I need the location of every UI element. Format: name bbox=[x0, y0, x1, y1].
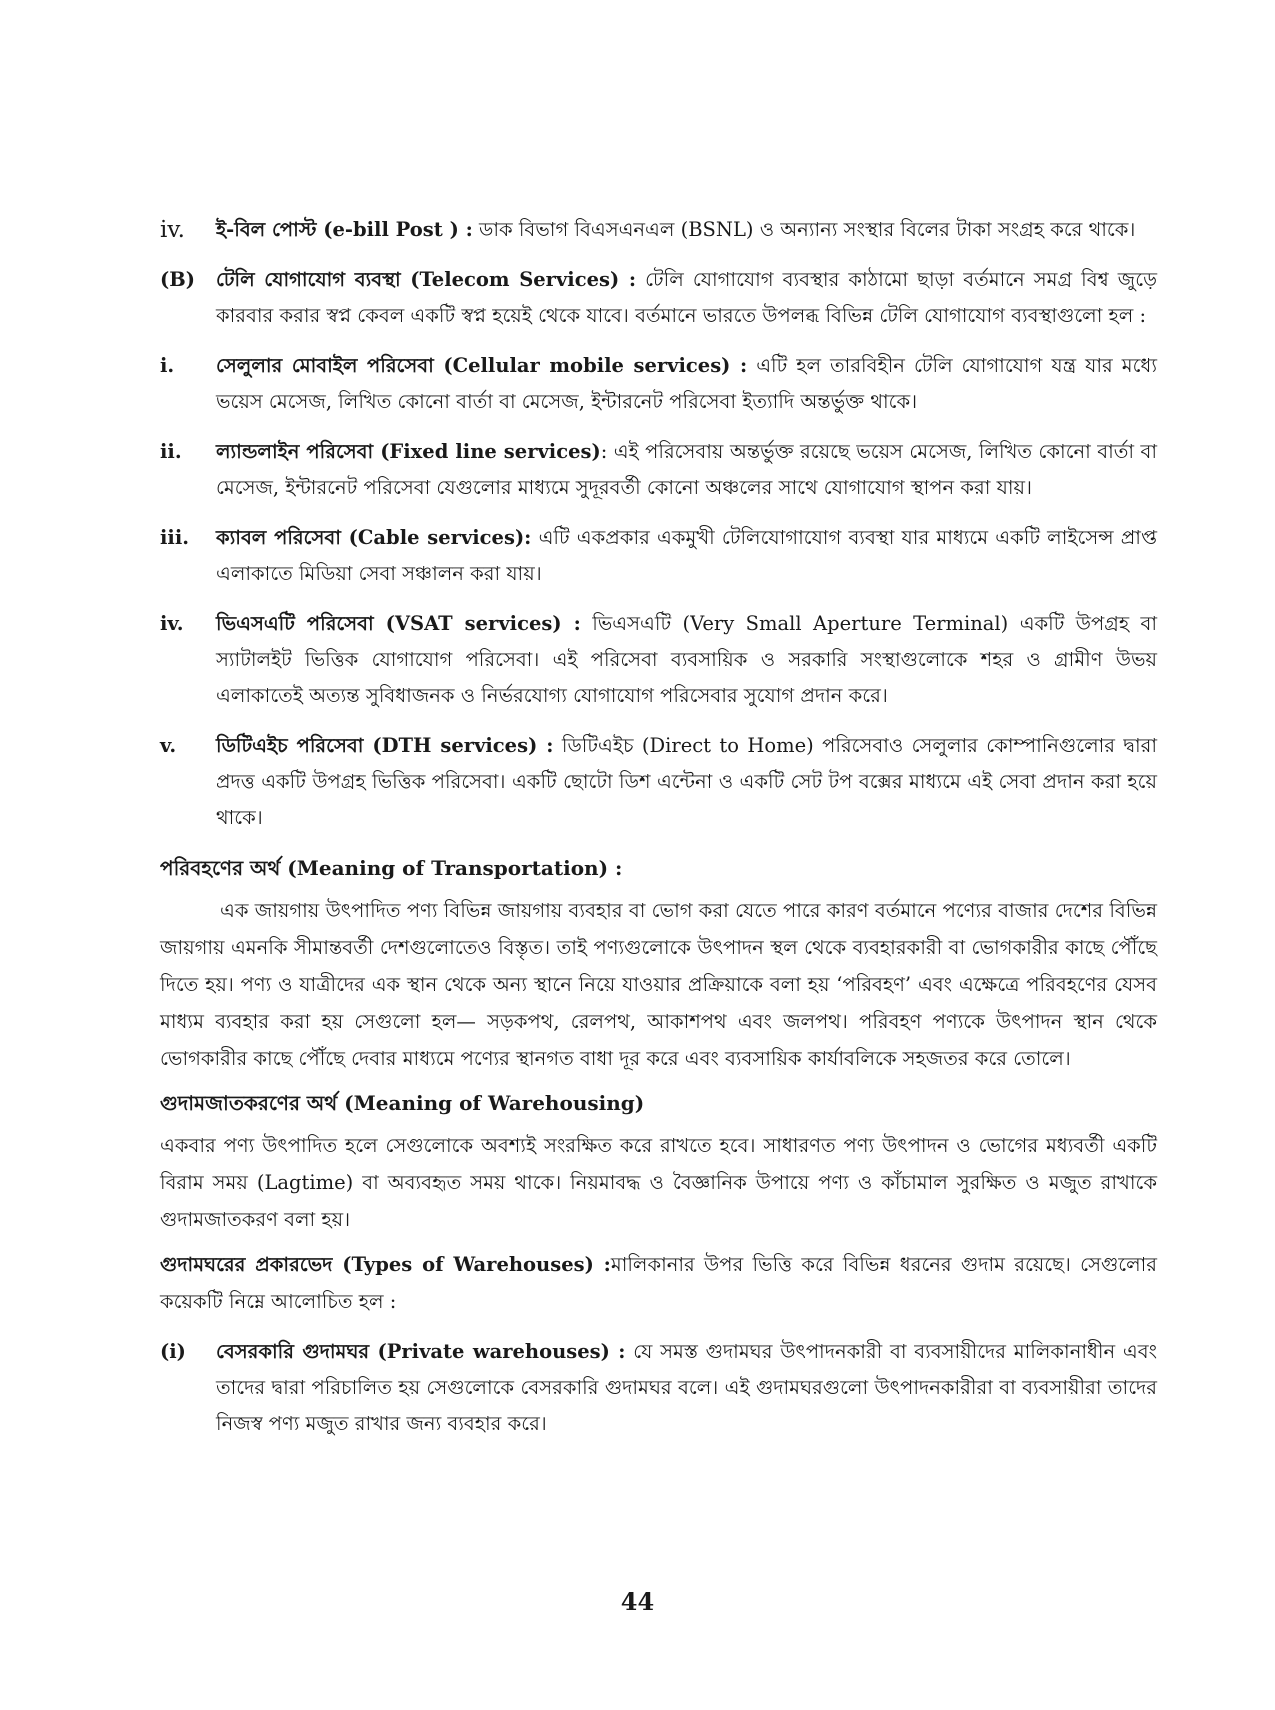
item-title: ভিএসএটি পরিসেবা (VSAT services) : bbox=[216, 612, 581, 635]
paragraph-warehouse-types bbox=[160, 1246, 1157, 1320]
item-title: টেলি যোগাযোগ ব্যবস্থা (Telecom Services) : bbox=[216, 268, 637, 291]
list-item-cellular bbox=[160, 348, 1157, 420]
paragraph-transportation: এক জায়গায় উৎপাদিত পণ্য বিভিন্ন জায়গায় ব্যবহার বা ভোগ করা যেতে পারে কারণ বর্তমানে পণ্যের বাজার দেশের বিভিন্ন জায়গায় এমনকি সীমান্তবর্তী দেশগুলোতেও বিস্তৃত। তাই পণ্যগুলোকে উৎপাদন স্থল থেকে ব্যবহারকারী বা ভোগকারীর কাছে পৌঁছে দিতে হয়। পণ্য ও যাত্রীদের এক স্থান থেকে অন্য স্থানে নিয়ে যাওয়ার প্রক্রিয়াকে বলা হয় ‘পরিবহণ’ এবং এক্ষেত্রে পরিবহণের যেসব মাধ্যম ব্যবহার করা হয় সেগুলো হল— সড়কপথ, রেলপথ, আকাশপথ এবং জলপথ। পরিবহণ পণ্যকে উৎপাদন স্থান থেকে ভোগকারীর কাছে পৌঁছে দেবার মাধ্যমে পণ্যের স্থানগত বাধা দূর করে এবং ব্যবসায়িক কার্যাবলিকে সহজতর করে তোলে। bbox=[160, 899, 1157, 1070]
list-item-fixed-line bbox=[160, 434, 1157, 506]
item-number: ii. bbox=[160, 440, 182, 463]
item-title: ল্যান্ডলাইন পরিসেবা (Fixed line services) bbox=[216, 440, 601, 463]
list-item-vsat bbox=[160, 606, 1157, 714]
list-item-ebill-post bbox=[160, 212, 1157, 248]
paragraph-warehousing: একবার পণ্য উৎপাদিত হলে সেগুলোকে অবশ্যই সংরক্ষিত করে রাখতে হবে। সাধারণত পণ্য উৎপাদন ও ভোগের মধ্যবর্তী একটি বিরাম সময় (Lagtime) বা অব্যবহৃত সময় থাকে। নিয়মাবদ্ধ ও বৈজ্ঞানিক উপায়ে পণ্য ও কাঁচামাল সুরক্ষিত ও মজুত রাখাকে গুদামজাতকরণ বলা হয়। bbox=[160, 1134, 1157, 1231]
heading-transportation: পরিবহণের অর্থ (Meaning of Transportation) : bbox=[160, 856, 623, 880]
item-number: iv. bbox=[160, 612, 184, 635]
list-item-dth bbox=[160, 728, 1157, 836]
types-title: গুদামঘরের প্রকারভেদ (Types of Warehouses) : bbox=[160, 1253, 611, 1276]
list-item-private-warehouses bbox=[160, 1334, 1157, 1442]
item-title: ক্যাবল পরিসেবা (Cable services): bbox=[216, 526, 532, 549]
item-number: (i) bbox=[160, 1340, 186, 1363]
item-text: ডিটিএইচ (Direct to Home) পরিসেবাও সেলুলার কোম্পানিগুলোর দ্বারা প্রদত্ত একটি উপগ্রহ ভিত্তিক পরিসেবা। একটি ছোটো ডিশ এন্টেনা ও একটি সেট টপ বক্সের মাধ্যমে এই সেবা প্রদান করা হয়ে থাকে। bbox=[216, 734, 1157, 829]
item-text: এটি একপ্রকার একমুখী টেলিযোগাযোগ ব্যবস্থা যার মাধ্যমে একটি লাইসেন্স প্রাপ্ত এলাকাতে মিডিয়া সেবা সঞ্চালন করা যায়। bbox=[216, 526, 1157, 585]
item-number: iv. bbox=[160, 217, 185, 243]
item-title: ডিটিএইচ পরিসেবা (DTH services) : bbox=[216, 734, 554, 757]
item-number: i. bbox=[160, 354, 175, 377]
heading-warehousing: গুদামজাতকরণের অর্থ (Meaning of Warehousing) bbox=[160, 1091, 645, 1115]
item-number: (B) bbox=[160, 268, 195, 291]
item-text: যে সমস্ত গুদামঘর উৎপাদনকারী বা ব্যবসায়ীদের মালিকানাধীন এবং তাদের দ্বারা পরিচালিত হয় সেগুলোকে বেসরকারি গুদামঘর বলে। এই গুদামঘরগুলো উৎপাদনকারীরা বা ব্যবসায়ীরা তাদের নিজস্ব পণ্য মজুত রাখার জন্য ব্যবহার করে। bbox=[216, 1340, 1157, 1435]
types-text: মালিকানার উপর ভিত্তি করে বিভিন্ন ধরনের গুদাম রয়েছে। সেগুলোর কয়েকটি নিম্নে আলোচিত হল : bbox=[160, 1253, 1158, 1313]
item-text: : এই পরিসেবায় অন্তর্ভুক্ত রয়েছে ভয়েস মেসেজ, লিখিত কোনো বার্তা বা মেসেজ, ইন্টারনেট পরিসেবা যেগুলোর মাধ্যমে সুদূরবর্তী কোনো অঞ্চলের সাথে যোগাযোগ স্থাপন করা যায়। bbox=[216, 440, 1158, 499]
item-text: এটি হল তারবিহীন টেলি যোগাযোগ যন্ত্র যার মধ্যে ভয়েস মেসেজ, লিখিত কোনো বার্তা বা মেসেজ, ইন্টারনেট পরিসেবা ইত্যাদি অন্তর্ভুক্ত থাকে। bbox=[216, 354, 1157, 413]
item-number: iii. bbox=[160, 526, 190, 549]
page-number: 44 bbox=[620, 1587, 655, 1616]
list-item-cable bbox=[160, 520, 1157, 592]
item-text: ডাক বিভাগ বিএসএনএল (BSNL) ও অন্যান্য সংস্থার বিলের টাকা সংগ্রহ করে থাকে। bbox=[472, 218, 1136, 241]
item-title: ই-বিল পোস্ট (e-bill Post ) : bbox=[216, 218, 473, 241]
item-text: টেলি যোগাযোগ ব্যবস্থার কাঠামো ছাড়া বর্তমানে সমগ্র বিশ্ব জুড়ে কারবার করার স্বপ্ন কেবল একটি স্বপ্ন হয়েই থেকে যাবে। বর্তমানে ভারতে উপলব্ধ বিভিন্ন টেলি যোগাযোগ ব্যবস্থাগুলো হল : bbox=[216, 268, 1157, 327]
item-number: v. bbox=[160, 734, 177, 757]
item-title: সেলুলার মোবাইল পরিসেবা (Cellular mobile services) : bbox=[216, 354, 748, 377]
item-title: বেসরকারি গুদামঘর (Private warehouses) : bbox=[216, 1340, 626, 1363]
item-text: ভিএসএটি (Very Small Aperture Terminal) একটি উপগ্রহ বা স্যাটালইট ভিত্তিক যোগাযোগ পরিসেবা। এই পরিসেবা ব্যবসায়িক ও সরকারি সংস্থাগুলোকে শহর ও গ্রামীণ উভয় এলাকাতেই অত্যন্ত সুবিধাজনক ও নির্ভরযোগ্য যোগাযোগ পরিসেবার সুযোগ প্রদান করে। bbox=[216, 612, 1157, 707]
section-telecom-services bbox=[160, 262, 1157, 334]
